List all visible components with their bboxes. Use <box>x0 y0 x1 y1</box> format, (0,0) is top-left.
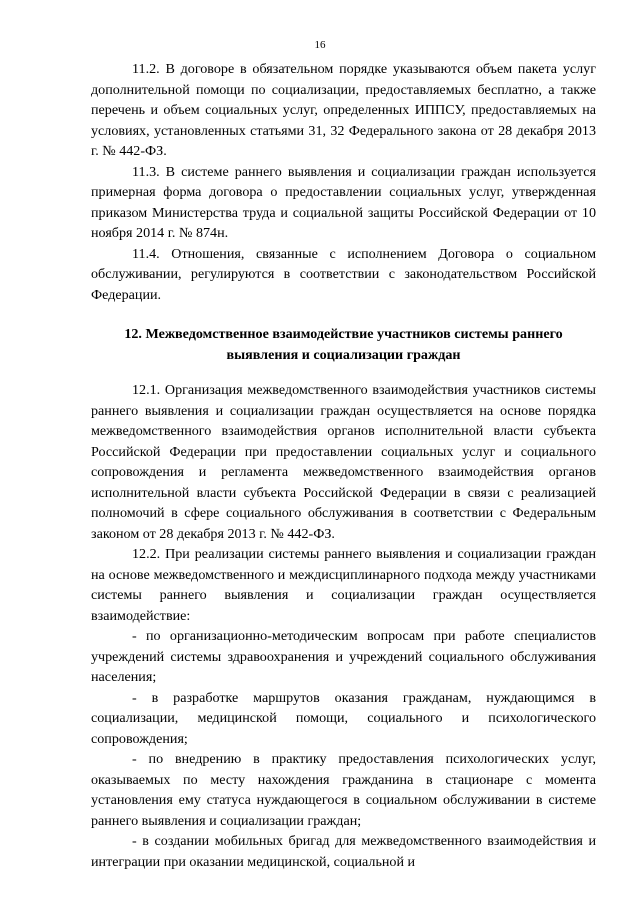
paragraph-11-3: 11.3. В системе раннего выявления и социализации граждан используется примерная форма договора о предоставлении социальных услуг, утвержденная приказом Министерства труда и социальной защиты Российской Федерации от 10 ноября 2014 г. № 874н. <box>91 163 596 241</box>
list-item: - по внедрению в практику предоставления психологических услуг, оказываемых по месту нахождения гражданина в стационаре с момента установления ему статуса нуждающегося в социальном обслуживании в системе раннего выявления и социализации граждан; <box>91 751 596 829</box>
list-item: - в создании мобильных бригад для межведомственного взаимодействия и интеграции при оказании медицинской, социальной и <box>91 833 596 870</box>
paragraph-11-2: 11.2. В договоре в обязательном порядке указываются объем пакета услуг дополнительной помощи по социализации, предоставляемых бесплатно, а также перечень и объем социальных услуг, определенных ИППСУ, предоставляемых на условиях, установленных статьями 31, 32 Федерального закона от 28 декабря 2013 г. № 442-ФЗ. <box>91 61 596 159</box>
document-body <box>91 59 596 872</box>
paragraph-12-2: 12.2. При реализации системы раннего выявления и социализации граждан на основе межведомственного и междисциплинарного подхода между участниками системы раннего выявления и социализации граждан осуществляется взаимодействие: <box>91 546 596 624</box>
list-item: - в разработке маршрутов оказания гражданам, нуждающимся в социализации, медицинской помощи, социального и психологического сопровождения; <box>91 689 596 747</box>
paragraph-11-4: 11.4. Отношения, связанные с исполнением Договора о социальном обслуживании, регулируются в соответствии с законодательством Российской Федерации. <box>91 245 596 303</box>
paragraph-12-1: 12.1. Организация межведомственного взаимодействия участников системы раннего выявления и социализации граждан осуществляется на основе порядка межведомственного взаимодействия органов исполнительной власти субъекта Российской Федерации при предоставлении социальных услуг и социального сопровождения и регламента межведомственного взаимодействия органов исполнительной власти субъекта Российской Федерации в связи с реализацией полномочий в сфере социального обслуживания в соответствии с Федеральным законом от 28 декабря 2013 г. № 442-ФЗ. <box>91 382 596 542</box>
page-number: 16 <box>314 39 326 51</box>
section-heading-12: 12. Межведомственное взаимодействие участников системы раннего выявления и социализации граждан <box>124 326 563 363</box>
list-item: - по организационно-методическим вопросам при работе специалистов учреждений системы здравоохранения и учреждений социального обслуживания населения; <box>91 628 596 685</box>
